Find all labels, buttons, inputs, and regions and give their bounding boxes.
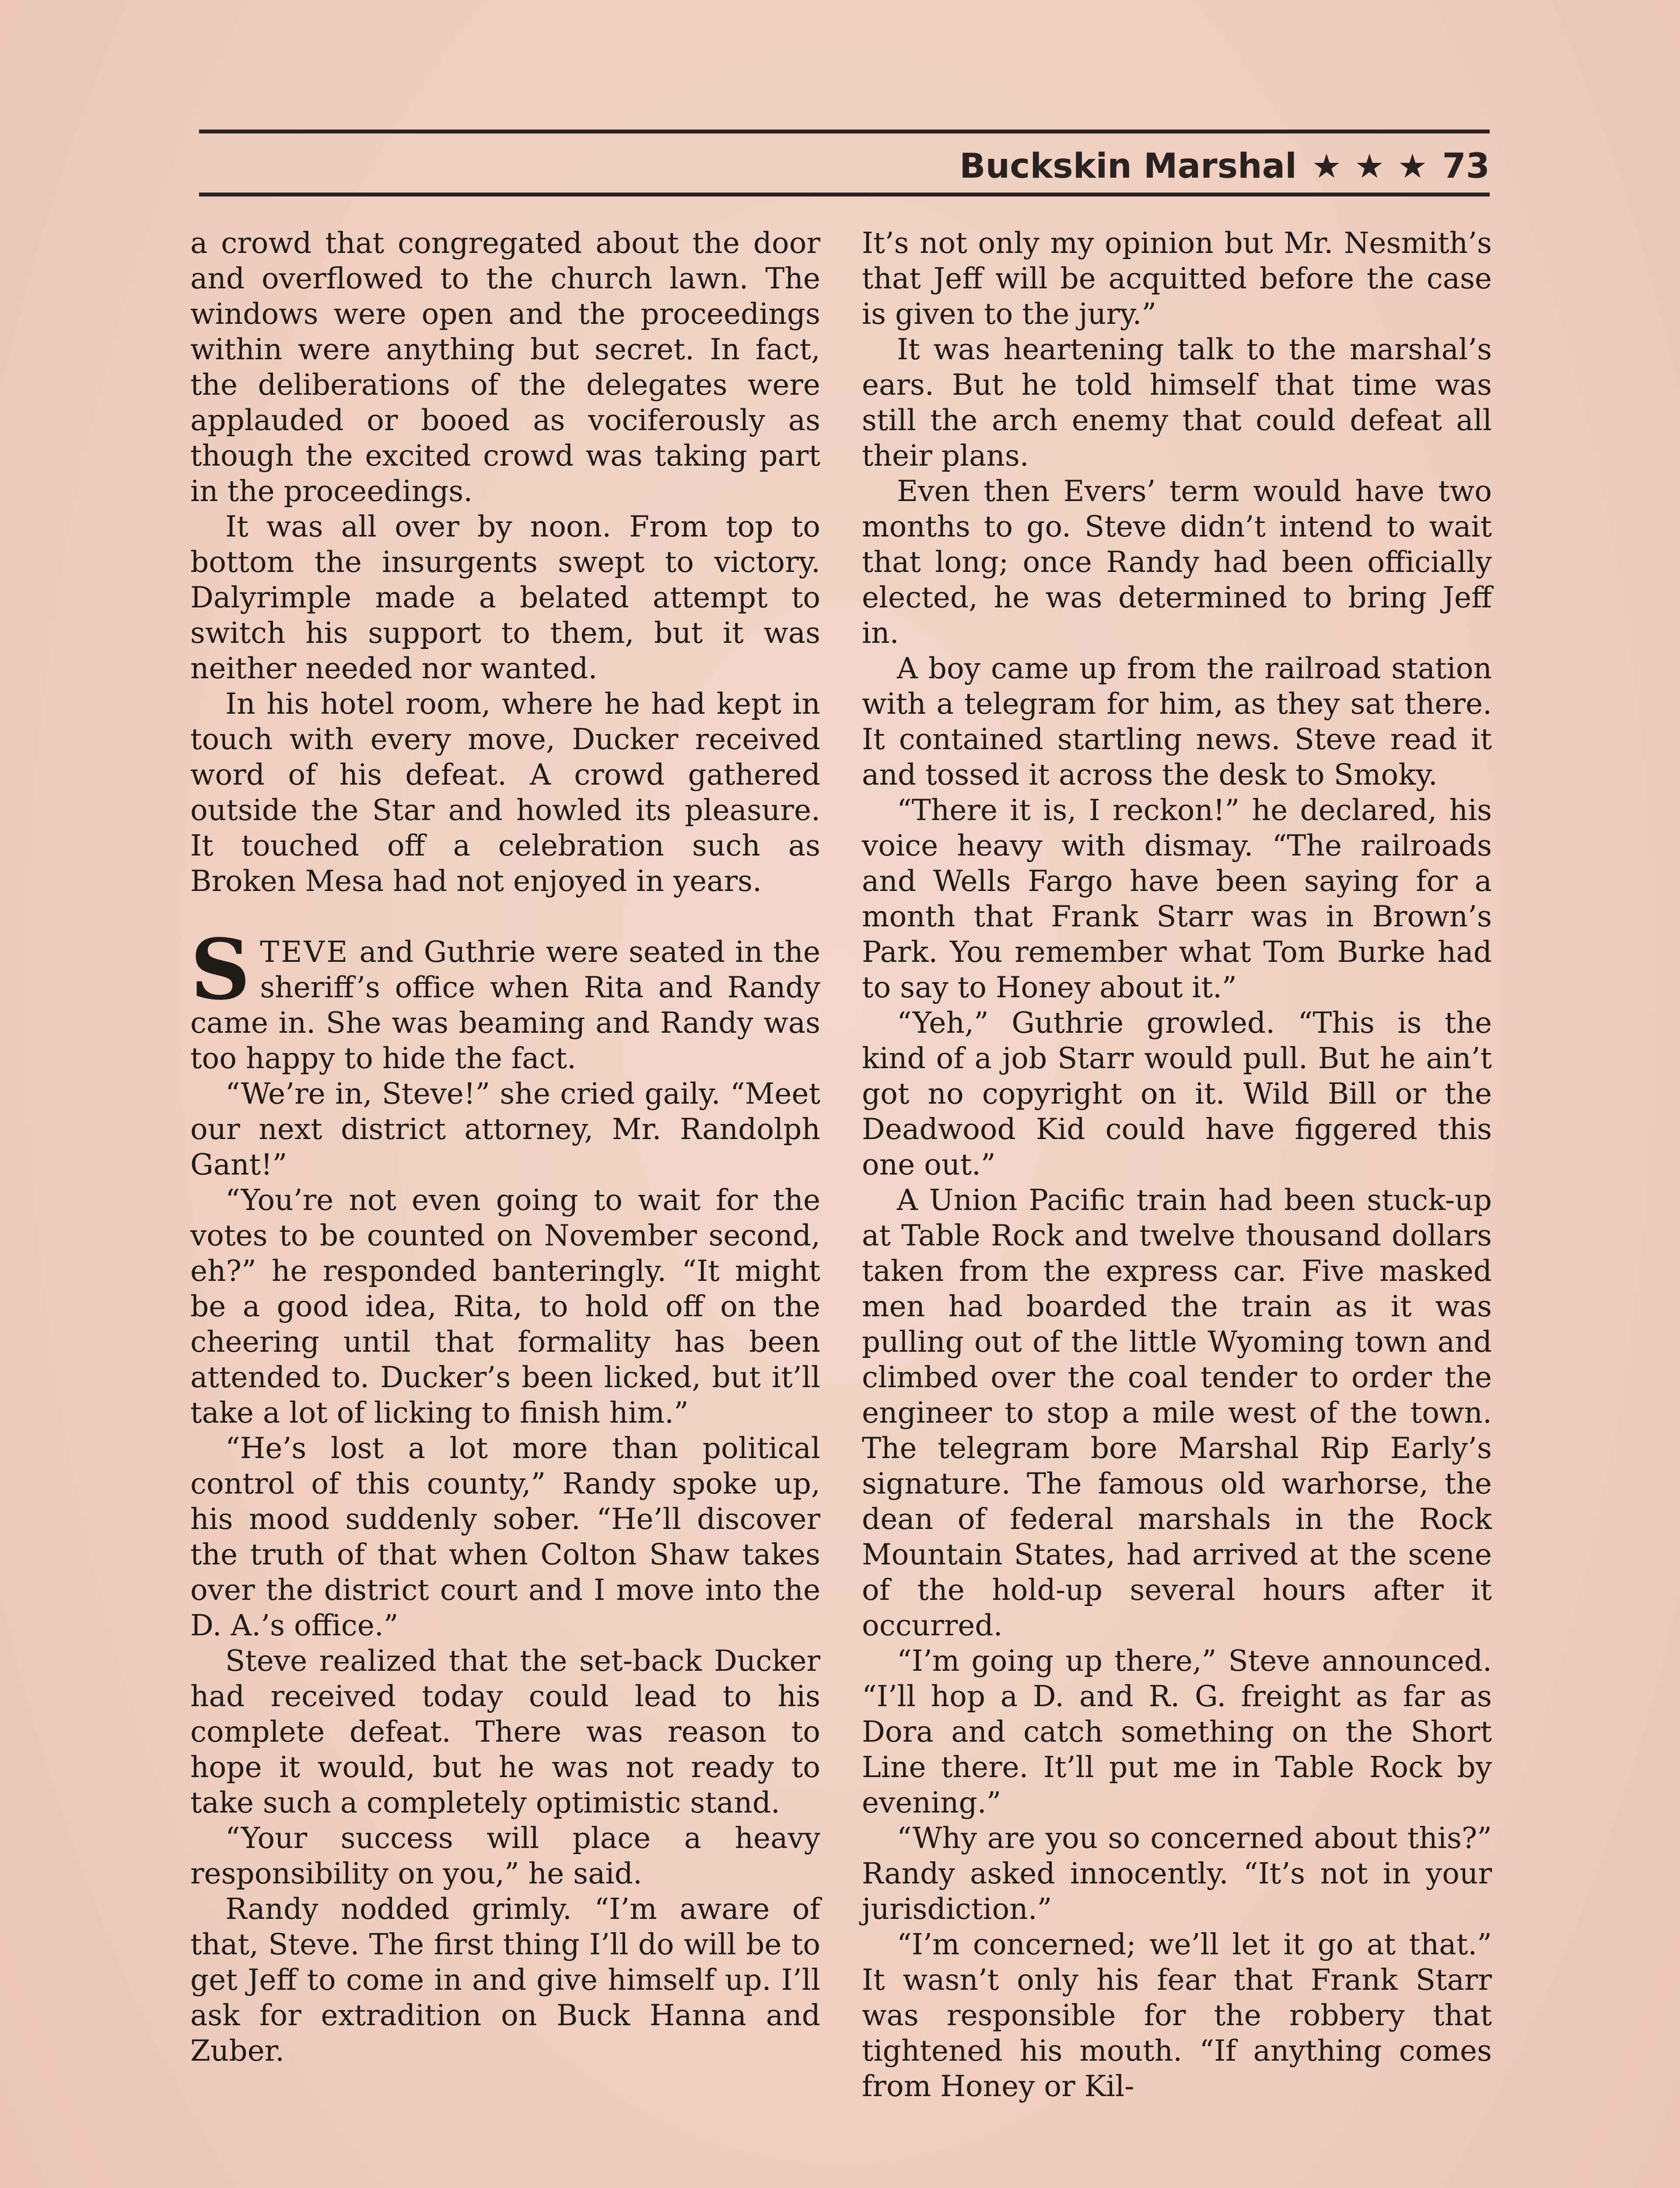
paragraph-text: and Guthrie were seated in the sheriff’s office when Rita and Randy came in. She was beaming and Randy was too happy to hide the fact. (190, 935, 820, 1075)
paragraph: Steve realized that the set-back Ducker had received today could lead to his complete defeat. There was reason to hope it would, but he was not ready to take such a completely optimistic stand. (190, 1644, 820, 1820)
paragraph: “I’m going up there,” Steve announced. “I’ll hop a D. and R. G. freight as far as Dora and catch something on the Short Line there. It’ll put me in Table Rock by evening.” (862, 1644, 1492, 1820)
paragraph: A boy came up from the railroad station with a telegram for him, as they sat there. It contained startling news. Steve read it and tossed it across the desk to Smoky. (862, 652, 1492, 792)
header-bottom-rule (199, 193, 1490, 196)
paragraph: Even then Evers’ term would have two months to go. Steve didn’t intend to wait that long; once Randy had been officially elected, he was determined to bring Jeff in. (862, 474, 1492, 650)
running-title: Buckskin Marshal (959, 147, 1297, 186)
drop-cap: S (190, 921, 251, 1018)
left-text-column (190, 225, 820, 2069)
paragraph: A Union Pacific train had been stuck-up at Table Rock and twelve thousand dollars taken from the express car. Five masked men had boarded the train as it was pulling out of the little Wyoming town and climbed over the coal tender to order the engineer to stop a mile west of the town. The telegram bore Marshal Rip Early’s signature. The famous old warhorse, the dean of federal marshals in the Rock Mountain States, had arrived at the scene of the hold-up several hours after it occurred. (862, 1183, 1492, 1642)
right-text-column (862, 225, 1492, 2104)
paragraph: It’s not only my opinion but Mr. Nesmith’s that Jeff will be acquitted before the case is given to the jury.” (862, 226, 1492, 331)
paragraph (190, 921, 820, 1076)
star-icon: ★ (1354, 147, 1385, 186)
paragraph: a crowd that congregated about the door and overflowed to the church lawn. The windows were open and the proceedings within were anything but secret. In fact, the deliberations of the delegates were applauded or booed as vociferously as though the excited crowd was taking part in the proceedings. (190, 226, 820, 508)
star-icon: ★ (1312, 147, 1342, 186)
paragraph: “You’re not even going to wait for the votes to be counted on November second, eh?” he responded banteringly. “It might be a good idea, Rita, to hold off on the cheering until that formality has been attended to. Ducker’s been licked, but it’ll take a lot of licking to finish him.” (190, 1183, 820, 1430)
paragraph: “I’m concerned; we’ll let it go at that.” It wasn’t only his fear that Frank Starr was responsible for the robbery that tightened his mouth. “If anything comes from Honey or Kil- (862, 1928, 1492, 2103)
paragraph: In his hotel room, where he had kept in touch with every move, Ducker received word of his defeat. A crowd gathered outside the Star and howled its pleasure. It touched off a celebration such as Broken Mesa had not enjoyed in years. (190, 687, 820, 898)
paragraph: “We’re in, Steve!” she cried gaily. “Meet our next district attorney, Mr. Randolph Gant!” (190, 1077, 820, 1182)
header-top-rule (199, 130, 1490, 133)
small-caps-lead: TEVE (260, 935, 350, 969)
running-header (959, 144, 1490, 188)
paragraph: “Your success will place a heavy responsibility on you,” he said. (190, 1821, 820, 1890)
paragraph: Randy nodded grimly. “I’m aware of that, Steve. The first thing I’ll do will be to get Jeff to come in and give himself up. I’ll ask for extradition on Buck Hanna and Zuber. (190, 1892, 820, 2068)
page-number: 73 (1442, 147, 1490, 186)
paragraph: It was heartening talk to the marshal’s ears. But he told himself that time was still the arch enemy that could defeat all their plans. (862, 333, 1492, 473)
paragraph: It was all over by noon. From top to bottom the insurgents swept to victory. Dalyrimple made a belated attempt to switch his support to them, but it was neither needed nor wanted. (190, 510, 820, 685)
paragraph: “There it is, I reckon!” he declared, his voice heavy with dismay. “The railroads and Wells Fargo have been saying for a month that Frank Starr was in Brown’s Park. You remember what Tom Burke had to say to Honey about it.” (862, 793, 1492, 1004)
star-icon: ★ (1397, 147, 1428, 186)
paragraph: “Why are you so concerned about this?” Randy asked innocently. “It’s not in your jurisdiction.” (862, 1821, 1492, 1926)
star-ornaments (1312, 147, 1428, 186)
paragraph: “Yeh,” Guthrie growled. “This is the kind of a job Starr would pull. But he ain’t got no copyright on it. Wild Bill or the Deadwood Kid could have figgered this one out.” (862, 1006, 1492, 1182)
paragraph: “He’s lost a lot more than political control of this county,” Randy spoke up, his mood suddenly sober. “He’ll discover the truth of that when Colton Shaw takes over the district court and I move into the D. A.’s office.” (190, 1431, 820, 1642)
